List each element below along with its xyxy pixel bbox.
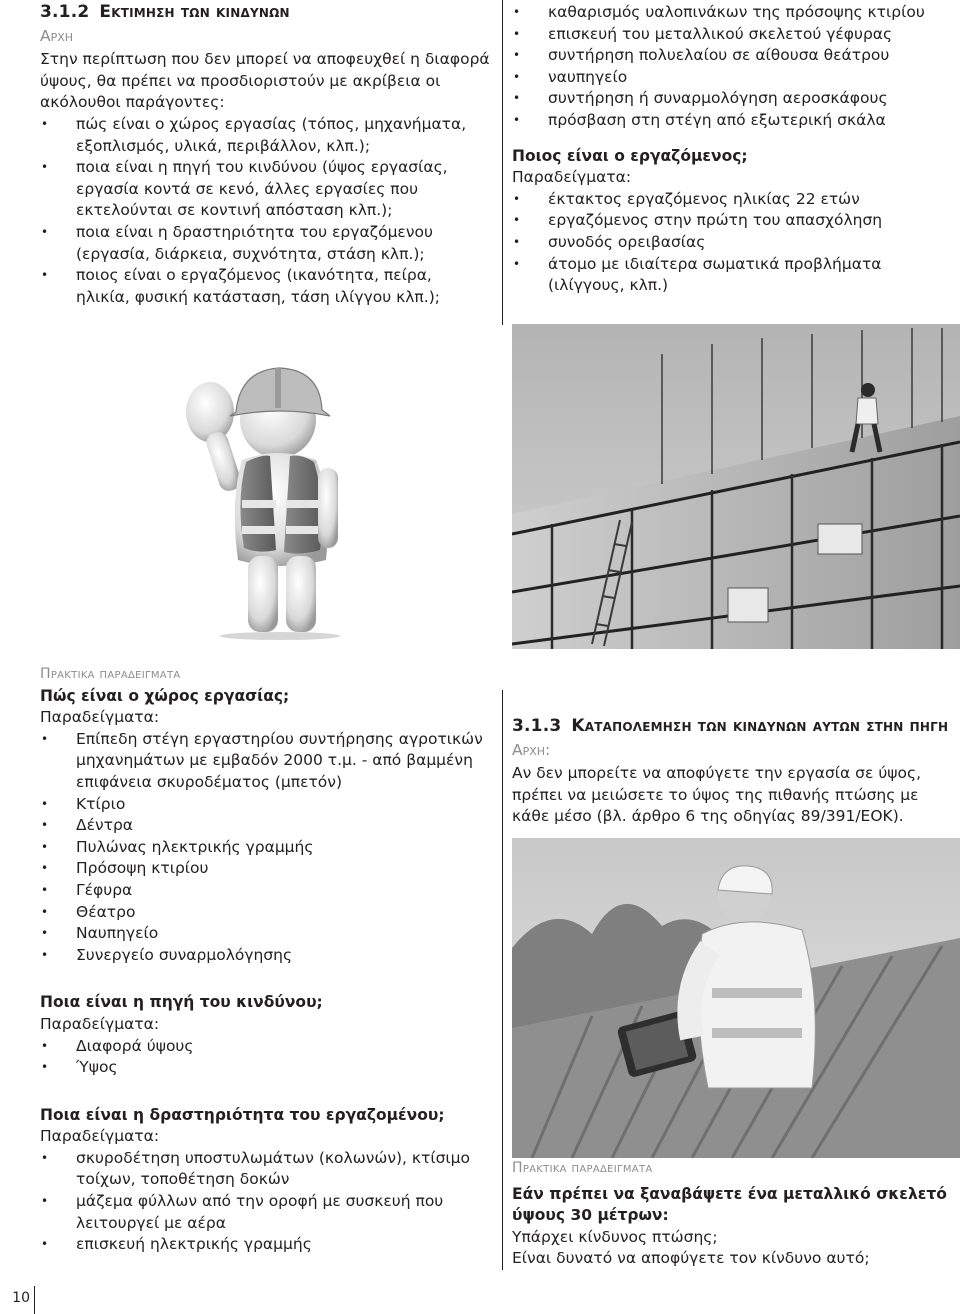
practical-heading: Πρακτικα παραδειγματα	[40, 666, 181, 682]
list-item: • ποια είναι η πηγή του κινδύνου (ύψος εργασίας, εργασία κοντά σε κενό, άλλες εργασίες που εκτελούνται σε κοντινή απόσταση κλπ.);	[40, 157, 490, 222]
hazard-source-list	[40, 1036, 490, 1079]
examples-label: Παραδείγματα:	[40, 1014, 160, 1033]
list-item: • Πρόσοψη κτιρίου	[40, 858, 490, 880]
list-item: • Διαφορά ύψους	[40, 1036, 490, 1058]
line-avoid-risk: Είναι δυνατό να αποφύγετε τον κίνδυνο αυτό;	[512, 1249, 870, 1268]
list-item: • Ύψος	[40, 1057, 490, 1079]
list-item: • εργαζόμενος στην πρώτη του απασχόληση	[512, 210, 952, 232]
stop-worker-illustration	[150, 350, 370, 640]
list-item: • Ναυπηγείο	[40, 923, 490, 945]
list-item: • πώς είναι ο χώρος εργασίας (τόπος, μηχανήματα, εξοπλισμός, υλικά, περιβάλλον, κλπ.);	[40, 114, 490, 157]
question-activity: Ποια είναι η δραστηριότητα του εργαζομένου;	[40, 1105, 445, 1124]
workplace-list	[40, 729, 490, 967]
list-item: • μάζεμα φύλλων από την οροφή με συσκευή που λειτουργεί με αέρα	[40, 1191, 490, 1234]
section-heading	[512, 716, 952, 738]
examples-label: Παραδείγματα:	[40, 1127, 160, 1146]
section-number: 3.1.2	[40, 2, 90, 22]
line-fall-risk: Υπάρχει κίνδυνος πτώσης;	[512, 1227, 718, 1246]
list-item: • Δέντρα	[40, 815, 490, 837]
principle-text: Αν δεν μπορείτε να αποφύγετε την εργασία σε ύψος, πρέπει να μειώσετε το ύψος της πιθανής πτώσης με κάθε μέσο (βλ. άρθρο 6 της οδηγίας 89/391/ΕΟΚ).	[512, 764, 922, 826]
list-item: • επισκευή ηλεκτρικής γραμμής	[40, 1234, 490, 1256]
subhead-principle: Αρχη	[40, 26, 74, 45]
right-top-column	[512, 2, 952, 297]
list-item: • Πυλώνας ηλεκτρικής γραμμής	[40, 837, 490, 859]
list-item: • Γέφυρα	[40, 880, 490, 902]
practical-examples-right	[512, 1158, 952, 1270]
practical-examples-left	[40, 664, 490, 1256]
list-item: • άτομο με ιδιαίτερα σωματικά προβλήματα (ιλίγγους, κλπ.)	[512, 254, 952, 297]
list-item: • ποια είναι η δραστηριότητα του εργαζόμενου (εργασία, διάρκεια, συχνότητα, στάση κλπ.);	[40, 222, 490, 265]
subhead-principle: Αρχη:	[512, 740, 551, 759]
list-item: • καθαρισμός υαλοπινάκων της πρόσοψης κτιρίου	[512, 2, 952, 24]
page-number-rule	[34, 1286, 35, 1314]
intro-paragraph: Στην περίπτωση που δεν μπορεί να αποφευχθεί η διαφορά ύψους, θα πρέπει να προσδιοριστούν με ακρίβεια οι ακόλουθοι παράγοντες:	[40, 50, 490, 112]
list-item: • έκτακτος εργαζόμενος ηλικίας 22 ετών	[512, 189, 952, 211]
page-number: 10	[12, 1290, 30, 1306]
list-item: • πρόσβαση στη στέγη από εξωτερική σκάλα	[512, 110, 952, 132]
list-item: • ναυπηγείο	[512, 67, 952, 89]
question-workplace: Πώς είναι ο χώρος εργασίας;	[40, 686, 290, 705]
worker-question: Ποιος είναι ο εργαζόμενος;	[512, 146, 748, 165]
list-item: • συντήρηση ή συναρμολόγηση αεροσκάφους	[512, 88, 952, 110]
question-repaint: Εάν πρέπει να ξαναβάψετε ένα μεταλλικό σκελετό ύψους 30 μέτρων:	[512, 1184, 947, 1225]
list-item: • επισκευή του μεταλλικού σκελετού γέφυρας	[512, 24, 952, 46]
list-item: • Επίπεδη στέγη εργαστηρίου συντήρησης αγροτικών μηχανημάτων με εμβαδόν 2000 τ.μ. - από βαμμένη επιφάνεια σκυροδέματος (μπετόν)	[40, 729, 490, 794]
practical-heading: Πρακτικα παραδειγματα	[512, 1160, 653, 1176]
section-3-1-3	[512, 716, 952, 828]
column-divider	[502, 690, 503, 1270]
section-heading	[40, 2, 490, 24]
question-hazard-source: Ποια είναι η πηγή του κινδύνου;	[40, 993, 323, 1012]
list-item: • Κτίριο	[40, 794, 490, 816]
list-item: • συντήρηση πολυελαίου σε αίθουσα θεάτρου	[512, 45, 952, 67]
examples-label: Παραδείγματα:	[40, 708, 160, 727]
list-item: • Συνεργείο συναρμολόγησης	[40, 945, 490, 967]
scaffolding-photo	[512, 324, 960, 649]
factors-list	[40, 114, 490, 308]
examples-label: Παραδείγματα:	[512, 168, 632, 187]
roof-worker-photo	[512, 838, 960, 1158]
section-title: Καταπολεμηση των κινδυνων αυτων στην πηγη	[571, 716, 949, 736]
list-item: • συνοδός ορειβασίας	[512, 232, 952, 254]
worker-list	[512, 189, 952, 297]
activity-examples-list	[40, 1148, 490, 1256]
section-number: 3.1.3	[512, 716, 562, 736]
column-divider	[502, 0, 503, 325]
section-title: Εκτιμηση των κινδυνων	[99, 2, 290, 22]
list-item: • Θέατρο	[40, 902, 490, 924]
list-item: • σκυροδέτηση υποστυλωμάτων (κολωνών), κτίσιμο τοίχων, τοποθέτηση δοκών	[40, 1148, 490, 1191]
list-item: • ποιος είναι ο εργαζόμενος (ικανότητα, πείρα, ηλικία, φυσική κατάσταση, τάση ιλίγγου κλπ.);	[40, 265, 490, 308]
activity-list	[512, 2, 952, 132]
section-3-1-2	[40, 2, 490, 308]
